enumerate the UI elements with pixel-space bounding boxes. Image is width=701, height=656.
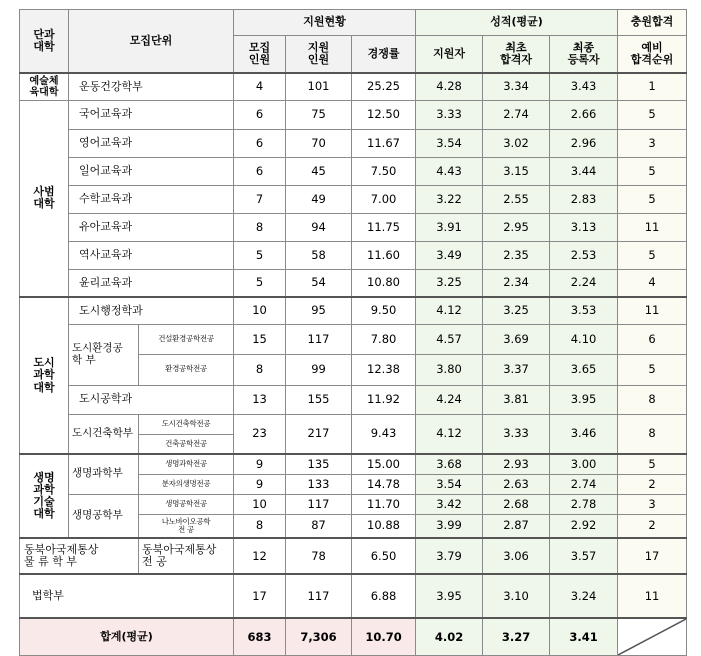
score-applicant-value: 4.57 bbox=[416, 324, 483, 354]
recruit-value: 5 bbox=[234, 241, 286, 269]
total-row bbox=[20, 618, 687, 656]
score-final-value: 2.24 bbox=[550, 269, 618, 297]
table-row bbox=[20, 494, 687, 514]
college-urban: 도시 과학 대학 bbox=[20, 297, 69, 454]
applicants-value: 217 bbox=[286, 414, 352, 454]
score-final-value: 2.53 bbox=[550, 241, 618, 269]
total-applicants: 7,306 bbox=[286, 618, 352, 656]
applicants-value: 101 bbox=[286, 73, 352, 100]
score-first-value: 2.55 bbox=[483, 185, 550, 213]
ne-asia-major: 동북아국제통상 전 공 bbox=[139, 538, 234, 574]
table-row bbox=[20, 241, 687, 269]
score-first-value: 2.68 bbox=[483, 494, 550, 514]
total-waitlist-empty bbox=[618, 618, 687, 656]
score-first-value: 3.81 bbox=[483, 385, 550, 414]
unit-name: 영어교육과 bbox=[69, 129, 234, 157]
ratio-value: 11.67 bbox=[352, 129, 416, 157]
score-applicant-value: 3.33 bbox=[416, 100, 483, 129]
unit-name: 수학교육과 bbox=[69, 185, 234, 213]
sub-major: 분자의생명전공 bbox=[139, 474, 234, 494]
recruit-value: 8 bbox=[234, 354, 286, 385]
ratio-value: 6.50 bbox=[352, 538, 416, 574]
header-score-final: 최종 등록자 bbox=[550, 36, 618, 74]
score-final-value: 3.13 bbox=[550, 213, 618, 241]
header-score-applicant: 지원자 bbox=[416, 36, 483, 74]
waitlist-value: 11 bbox=[618, 297, 687, 324]
applicants-value: 70 bbox=[286, 129, 352, 157]
total-ratio: 10.70 bbox=[352, 618, 416, 656]
applicants-value: 49 bbox=[286, 185, 352, 213]
waitlist-value: 4 bbox=[618, 269, 687, 297]
score-final-value: 2.78 bbox=[550, 494, 618, 514]
score-first-value: 2.35 bbox=[483, 241, 550, 269]
applicants-value: 87 bbox=[286, 514, 352, 538]
header-group-status: 지원현황 bbox=[234, 10, 416, 36]
waitlist-value: 1 bbox=[618, 73, 687, 100]
group-urban-arch: 도시건축학부 bbox=[69, 414, 139, 454]
applicants-value: 58 bbox=[286, 241, 352, 269]
applicants-value: 78 bbox=[286, 538, 352, 574]
applicants-value: 45 bbox=[286, 157, 352, 185]
score-applicant-value: 4.43 bbox=[416, 157, 483, 185]
applicants-value: 54 bbox=[286, 269, 352, 297]
ratio-value: 11.75 bbox=[352, 213, 416, 241]
sub-major: 생명공학전공 bbox=[139, 494, 234, 514]
ratio-value: 12.38 bbox=[352, 354, 416, 385]
sub-major: 나노바이오공학 전 공 bbox=[139, 514, 234, 538]
recruit-value: 6 bbox=[234, 100, 286, 129]
score-first-value: 2.74 bbox=[483, 100, 550, 129]
sub-major: 생명과학전공 bbox=[139, 454, 234, 474]
ratio-value: 10.80 bbox=[352, 269, 416, 297]
unit-name: 윤리교육과 bbox=[69, 269, 234, 297]
unit-name: 국어교육과 bbox=[69, 100, 234, 129]
score-applicant-value: 3.42 bbox=[416, 494, 483, 514]
recruit-value: 8 bbox=[234, 514, 286, 538]
score-applicant-value: 3.49 bbox=[416, 241, 483, 269]
score-first-value: 3.25 bbox=[483, 297, 550, 324]
score-applicant-value: 3.79 bbox=[416, 538, 483, 574]
waitlist-value: 2 bbox=[618, 514, 687, 538]
applicants-value: 94 bbox=[286, 213, 352, 241]
score-final-value: 2.66 bbox=[550, 100, 618, 129]
table-row bbox=[20, 414, 687, 434]
score-first-value: 2.95 bbox=[483, 213, 550, 241]
score-first-value: 3.34 bbox=[483, 73, 550, 100]
recruit-value: 23 bbox=[234, 414, 286, 454]
ratio-value: 11.70 bbox=[352, 494, 416, 514]
recruit-value: 8 bbox=[234, 213, 286, 241]
total-score-applicant: 4.02 bbox=[416, 618, 483, 656]
waitlist-value: 5 bbox=[618, 100, 687, 129]
applicants-value: 155 bbox=[286, 385, 352, 414]
recruit-value: 10 bbox=[234, 494, 286, 514]
score-applicant-value: 3.22 bbox=[416, 185, 483, 213]
applicants-value: 117 bbox=[286, 574, 352, 618]
recruit-value: 17 bbox=[234, 574, 286, 618]
waitlist-value: 3 bbox=[618, 129, 687, 157]
applicants-value: 117 bbox=[286, 324, 352, 354]
ratio-value: 11.60 bbox=[352, 241, 416, 269]
total-recruit: 683 bbox=[234, 618, 286, 656]
score-final-value: 3.46 bbox=[550, 414, 618, 454]
score-applicant-value: 3.99 bbox=[416, 514, 483, 538]
score-final-value: 3.44 bbox=[550, 157, 618, 185]
waitlist-value: 8 bbox=[618, 385, 687, 414]
waitlist-value: 6 bbox=[618, 324, 687, 354]
header-waitlist: 예비 합격순위 bbox=[618, 36, 687, 74]
score-applicant-value: 3.68 bbox=[416, 454, 483, 474]
applicants-value: 75 bbox=[286, 100, 352, 129]
table-row bbox=[20, 73, 687, 100]
group-urban-env: 도시환경공 학 부 bbox=[69, 324, 139, 385]
waitlist-value: 5 bbox=[618, 454, 687, 474]
table-row bbox=[20, 574, 687, 618]
waitlist-value: 5 bbox=[618, 185, 687, 213]
table-row bbox=[20, 324, 687, 354]
score-first-value: 2.34 bbox=[483, 269, 550, 297]
score-first-value: 2.87 bbox=[483, 514, 550, 538]
score-final-value: 3.95 bbox=[550, 385, 618, 414]
table-row bbox=[20, 385, 687, 414]
header-group-score: 성적(평균) bbox=[416, 10, 618, 36]
score-first-value: 2.93 bbox=[483, 454, 550, 474]
score-final-value: 2.83 bbox=[550, 185, 618, 213]
score-final-value: 3.57 bbox=[550, 538, 618, 574]
ratio-value: 9.43 bbox=[352, 414, 416, 454]
score-applicant-value: 4.28 bbox=[416, 73, 483, 100]
recruit-value: 13 bbox=[234, 385, 286, 414]
waitlist-value: 3 bbox=[618, 494, 687, 514]
header-college: 단과 대학 bbox=[20, 10, 69, 74]
waitlist-value: 8 bbox=[618, 414, 687, 454]
unit-name: 유아교육과 bbox=[69, 213, 234, 241]
score-first-value: 3.33 bbox=[483, 414, 550, 454]
score-first-value: 3.69 bbox=[483, 324, 550, 354]
waitlist-value: 11 bbox=[618, 574, 687, 618]
table-row bbox=[20, 297, 687, 324]
waitlist-value: 5 bbox=[618, 157, 687, 185]
sub-major: 도시건축학전공 bbox=[139, 414, 234, 434]
ratio-value: 25.25 bbox=[352, 73, 416, 100]
unit-name: 법학부 bbox=[20, 574, 234, 618]
ratio-value: 9.50 bbox=[352, 297, 416, 324]
score-applicant-value: 3.91 bbox=[416, 213, 483, 241]
score-first-value: 3.15 bbox=[483, 157, 550, 185]
total-score-final: 3.41 bbox=[550, 618, 618, 656]
waitlist-value: 5 bbox=[618, 354, 687, 385]
score-applicant-value: 3.54 bbox=[416, 474, 483, 494]
header-applicants: 지원 인원 bbox=[286, 36, 352, 74]
ratio-value: 14.78 bbox=[352, 474, 416, 494]
score-first-value: 3.10 bbox=[483, 574, 550, 618]
group-life-eng: 생명공학부 bbox=[69, 494, 139, 538]
header-recruit: 모집 인원 bbox=[234, 36, 286, 74]
header-unit: 모집단위 bbox=[69, 10, 234, 74]
unit-name: 운동건강학부 bbox=[69, 73, 234, 100]
table-row bbox=[20, 100, 687, 129]
table-row bbox=[20, 538, 687, 574]
college-arts: 예술체 육대학 bbox=[20, 73, 69, 100]
table-row bbox=[20, 213, 687, 241]
group-life-sci: 생명과학부 bbox=[69, 454, 139, 494]
recruit-value: 6 bbox=[234, 157, 286, 185]
applicants-value: 135 bbox=[286, 454, 352, 474]
diagonal-line bbox=[618, 619, 686, 655]
sub-major: 건축공학전공 bbox=[139, 434, 234, 454]
recruit-value: 10 bbox=[234, 297, 286, 324]
score-final-value: 2.96 bbox=[550, 129, 618, 157]
sub-major: 환경공학전공 bbox=[139, 354, 234, 385]
header-score-first: 최초 합격자 bbox=[483, 36, 550, 74]
waitlist-value: 2 bbox=[618, 474, 687, 494]
ratio-value: 10.88 bbox=[352, 514, 416, 538]
header-group-extra: 충원합격 bbox=[618, 10, 687, 36]
score-first-value: 2.63 bbox=[483, 474, 550, 494]
unit-name: 도시행정학과 bbox=[69, 297, 234, 324]
total-label: 합계(평균) bbox=[20, 618, 234, 656]
unit-name: 일어교육과 bbox=[69, 157, 234, 185]
score-final-value: 4.10 bbox=[550, 324, 618, 354]
college-life: 생명 과학 기술 대학 bbox=[20, 454, 69, 538]
recruit-value: 5 bbox=[234, 269, 286, 297]
recruit-value: 6 bbox=[234, 129, 286, 157]
score-final-value: 2.74 bbox=[550, 474, 618, 494]
college-education: 사범 대학 bbox=[20, 100, 69, 297]
recruit-value: 9 bbox=[234, 474, 286, 494]
table-row bbox=[20, 269, 687, 297]
waitlist-value: 17 bbox=[618, 538, 687, 574]
table-row bbox=[20, 454, 687, 474]
table-row bbox=[20, 157, 687, 185]
recruit-value: 15 bbox=[234, 324, 286, 354]
ratio-value: 7.50 bbox=[352, 157, 416, 185]
score-first-value: 3.37 bbox=[483, 354, 550, 385]
ne-asia-college: 동북아국제통상 물 류 학 부 bbox=[20, 538, 139, 574]
score-applicant-value: 3.95 bbox=[416, 574, 483, 618]
ratio-value: 7.80 bbox=[352, 324, 416, 354]
score-final-value: 3.65 bbox=[550, 354, 618, 385]
score-first-value: 3.06 bbox=[483, 538, 550, 574]
recruit-value: 9 bbox=[234, 454, 286, 474]
applicants-value: 95 bbox=[286, 297, 352, 324]
unit-name: 도시공학과 bbox=[69, 385, 234, 414]
waitlist-value: 11 bbox=[618, 213, 687, 241]
recruit-value: 12 bbox=[234, 538, 286, 574]
score-final-value: 2.92 bbox=[550, 514, 618, 538]
applicants-value: 117 bbox=[286, 494, 352, 514]
score-applicant-value: 3.25 bbox=[416, 269, 483, 297]
score-applicant-value: 4.12 bbox=[416, 297, 483, 324]
sub-major: 건설환경공학전공 bbox=[139, 324, 234, 354]
recruit-value: 7 bbox=[234, 185, 286, 213]
header-ratio: 경쟁률 bbox=[352, 36, 416, 74]
score-final-value: 3.53 bbox=[550, 297, 618, 324]
score-applicant-value: 4.12 bbox=[416, 414, 483, 454]
score-final-value: 3.00 bbox=[550, 454, 618, 474]
ratio-value: 7.00 bbox=[352, 185, 416, 213]
recruit-value: 4 bbox=[234, 73, 286, 100]
score-final-value: 3.43 bbox=[550, 73, 618, 100]
applicants-value: 133 bbox=[286, 474, 352, 494]
score-applicant-value: 4.24 bbox=[416, 385, 483, 414]
score-applicant-value: 3.54 bbox=[416, 129, 483, 157]
waitlist-value: 5 bbox=[618, 241, 687, 269]
applicants-value: 99 bbox=[286, 354, 352, 385]
table-row bbox=[20, 129, 687, 157]
ratio-value: 6.88 bbox=[352, 574, 416, 618]
ratio-value: 12.50 bbox=[352, 100, 416, 129]
ratio-value: 15.00 bbox=[352, 454, 416, 474]
score-final-value: 3.24 bbox=[550, 574, 618, 618]
unit-name: 역사교육과 bbox=[69, 241, 234, 269]
total-score-first: 3.27 bbox=[483, 618, 550, 656]
score-applicant-value: 3.80 bbox=[416, 354, 483, 385]
score-first-value: 3.02 bbox=[483, 129, 550, 157]
ratio-value: 11.92 bbox=[352, 385, 416, 414]
admission-results-table bbox=[19, 9, 687, 656]
table-row bbox=[20, 185, 687, 213]
